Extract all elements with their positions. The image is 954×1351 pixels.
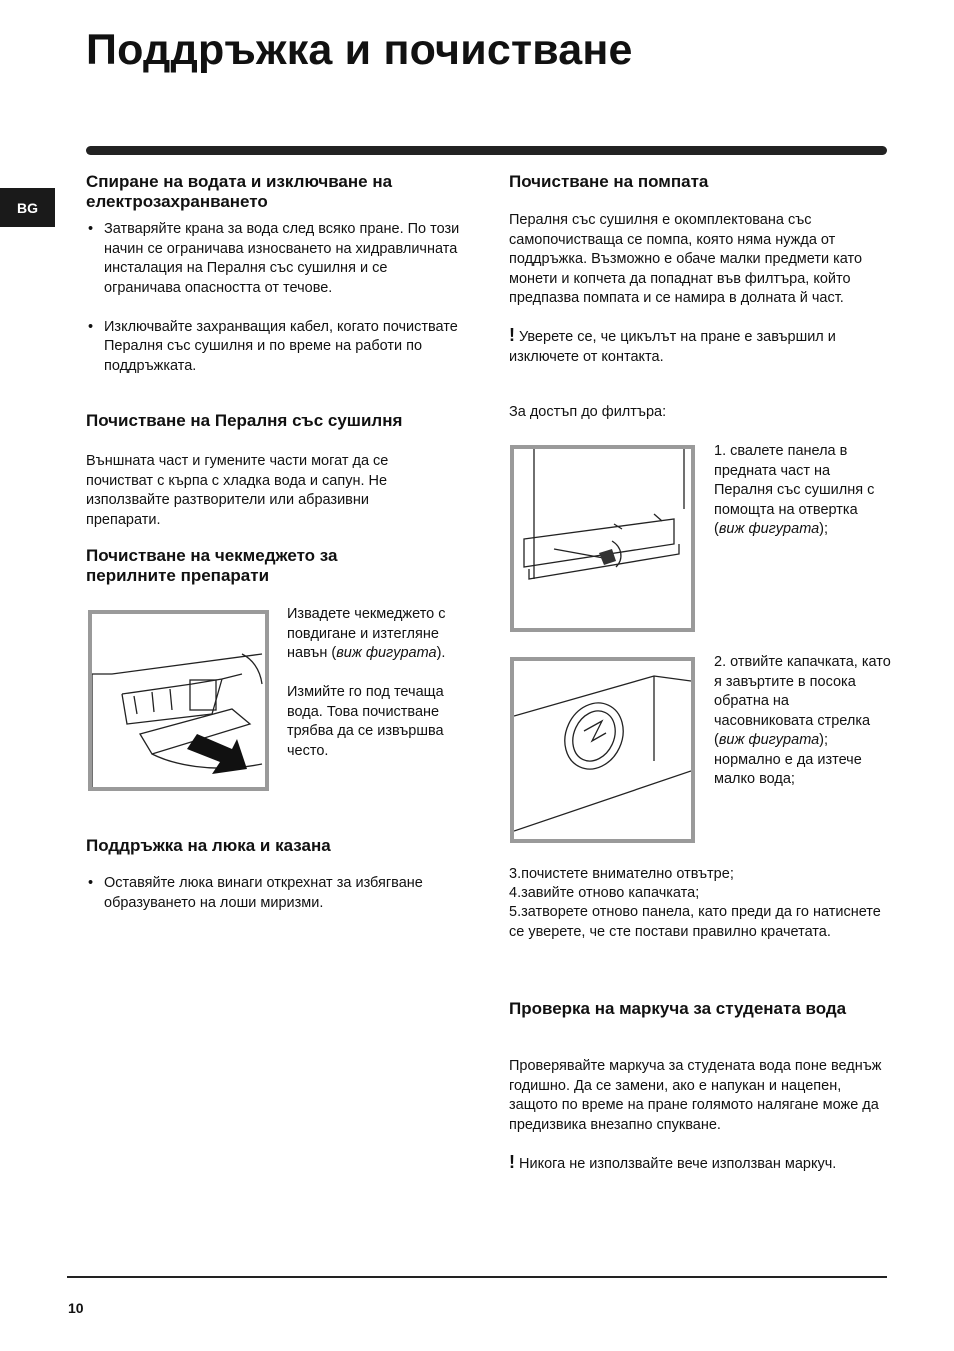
heading-water-power: Спиране на водата и изключване на електрозахранването [86,172,393,211]
header-rule [86,146,887,155]
heading-door-drum: Поддръжка на люка и казана [86,836,331,855]
filter-access-text: За достъп до филтъра: [509,404,667,420]
hose-text: Проверявайте маркуча за студената вода поне веднъж годишно. Да се замени, ако е напукан и нацепен, защото по време на пране голямото налягане може да предизвика внезапно спукване. [509,1058,882,1133]
water-power-list [86,220,466,376]
drawer-illustration [92,614,265,787]
panel-figure [510,445,695,632]
step-3: 3.почистете внимателно отвътре; [509,866,734,882]
heading-hose: Проверка на маркуча за студената вода [509,999,847,1018]
language-tab: BG [0,188,55,227]
heading-clean-drawer: Почистване на чекмеджето за перилните препарати [86,546,338,585]
heading-clean-washer: Почистване на Пералня със сушилня [86,411,403,430]
exclamation-icon: ! [509,325,515,345]
list-item: • Оставяйте люка винаги открехнат за избягване образуването на лоши миризми. [86,874,466,913]
hose-warning: ! Никога не използвайте вече използван маркуч. [509,1152,837,1172]
footer-rule [67,1276,887,1278]
drawer-text-a: Извадете чекмеджето с повдигане и изтегляне навън (виж фигурата). [287,606,446,661]
drawer-text-b: Измийте го под течаща вода. Това почистване трябва да се извършва често. [287,684,444,759]
list-item: • Изключвайте захранващия кабел, когато почиствате Пералня със сушилня и по време на работи по поддръжката. [86,318,466,377]
step-1: 1. свалете панела в предната част на Пералня със сушилня с помощта на отвертка (виж фигурата); [714,443,875,537]
cap-figure [510,657,695,843]
drawer-figure [88,610,269,791]
list-item: • Затваряйте крана за вода след всяко пране. По този начин се ограничава износването на хидравличната инсталация на Пералня със сушилня и се ограничава опасността от течове. [86,220,466,298]
step-5: 5.затворете отново панела, като преди да го натиснете се уверете, че сте постави правилно крачетата. [509,904,881,940]
panel-illustration [514,449,691,628]
step-2: 2. отвийте капачката, като я завъртите в посока обратна на часовниковата стрелка (виж фигурата); нормално е да изтече малко вода; [714,654,891,787]
page-number: 10 [68,1300,84,1316]
step-4: 4.завийте отново капачката; [509,885,700,901]
exclamation-icon: ! [509,1152,515,1172]
pump-text: Пералня със сушилня е окомплектована със самопочистваща се помпа, която няма нужда от поддръжка. Възможно е обаче малки предмети като монети и копчета да попаднат във филтъра, който предпазва помпата и се намира в долната й част. [509,212,863,306]
pump-warning: ! Уверете се, че цикълът на пране е завършил и изключете от контакта. [509,325,836,365]
heading-pump: Почистване на помпата [509,172,709,191]
door-drum-list [86,874,466,913]
clean-washer-text: Външната част и гумените части могат да се почистват с кърпа с хладка вода и сапун. Не използвайте разтворители или абразивни препарати. [86,453,389,528]
cap-illustration [514,661,691,839]
page-title: Поддръжка и почистване [86,26,633,74]
